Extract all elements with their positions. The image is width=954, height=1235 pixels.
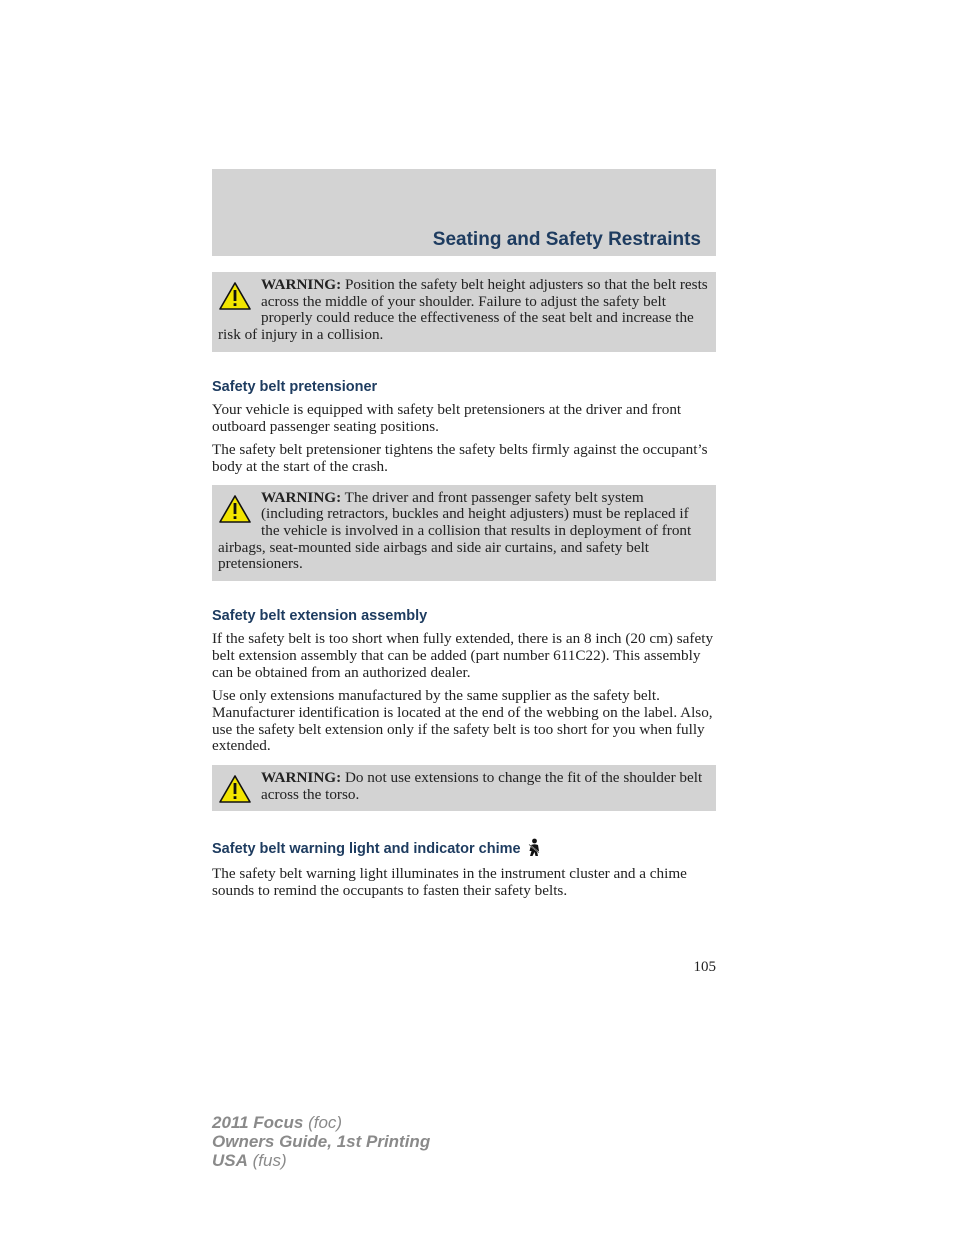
section-heading-warning-light bbox=[212, 838, 716, 857]
footer bbox=[212, 1113, 430, 1170]
warning-triangle-icon bbox=[218, 281, 252, 311]
page-content bbox=[212, 169, 716, 900]
header-band bbox=[212, 169, 716, 256]
page-title: Seating and Safety Restraints bbox=[432, 229, 701, 250]
warning-box bbox=[212, 485, 716, 582]
paragraph: The safety belt pretensioner tightens the safety belts firmly against the occupant’s body at the start of the crash. bbox=[212, 441, 708, 475]
warning-text: The driver and front passenger safety belt system (including retractors, buckles and height adjusters) must be replaced if the vehicle is involved in a collision that results in deployment of front airbags, seat-mounted side airbags and side air curtains, and safety belt pretensioners. bbox=[218, 488, 692, 573]
footer-line: 2011 Focus (foc) bbox=[212, 1113, 343, 1132]
paragraph: The safety belt warning light illuminates in the instrument cluster and a chime sounds to remind the occupants to fasten their safety belts. bbox=[212, 865, 687, 900]
footer-line: Owners Guide, 1st Printing bbox=[212, 1132, 431, 1151]
paragraph: Your vehicle is equipped with safety belt pretensioners at the driver and front outboard passenger seating positions. bbox=[212, 400, 682, 435]
warning-label: WARNING: bbox=[261, 488, 342, 506]
page-number: 105 bbox=[693, 959, 716, 975]
warning-label: WARNING: bbox=[261, 276, 342, 293]
warning-triangle-icon bbox=[218, 494, 252, 524]
section-heading-extension: Safety belt extension assembly bbox=[212, 608, 428, 625]
footer-line: USA (fus) bbox=[212, 1151, 287, 1170]
section-heading-text: Safety belt warning light and indicator chime bbox=[212, 841, 521, 858]
warning-text: Position the safety belt height adjusters so that the belt rests across the middle of your shoulder. Failure to adjust the safety belt properly could reduce the effectiveness of the seat belt and increase the risk of injury in a collision. bbox=[218, 276, 708, 344]
section-heading-pretensioner: Safety belt pretensioner bbox=[212, 378, 378, 395]
warning-text: Do not use extensions to change the fit of the shoulder belt across the torso. bbox=[261, 769, 703, 803]
warning-label: WARNING: bbox=[261, 769, 342, 787]
warning-box bbox=[212, 272, 716, 352]
warning-box bbox=[212, 765, 716, 811]
paragraph: If the safety belt is too short when fully extended, there is an 8 inch (20 cm) safety belt extension assembly that can be added (part number 611C22). This assembly can be obtained from an authorized dealer. bbox=[212, 630, 714, 681]
paragraph: Use only extensions manufactured by the same supplier as the safety belt. Manufacturer identification is located at the end of the webbing on the label. Also, use the safety belt extension only if the safety belt is too short for you when fully extended. bbox=[212, 687, 713, 755]
seatbelt-icon bbox=[526, 838, 542, 857]
warning-triangle-icon bbox=[218, 774, 252, 804]
